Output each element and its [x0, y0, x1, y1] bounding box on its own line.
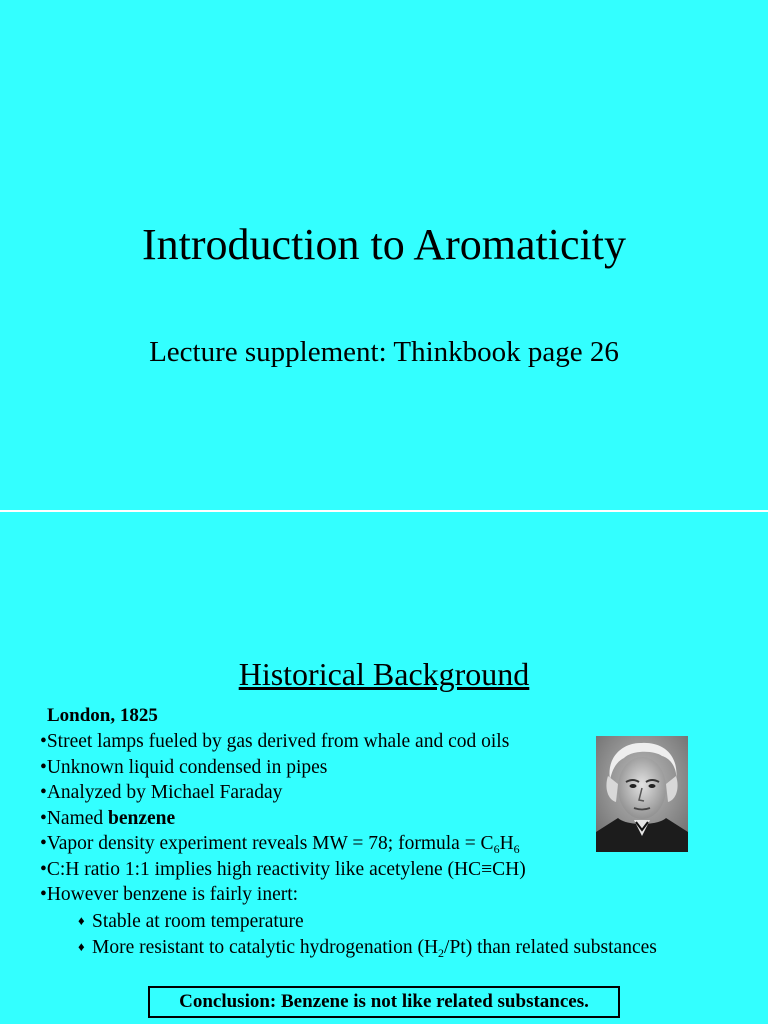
bullet-marker: • [40, 858, 47, 880]
bullet-list [40, 729, 657, 961]
list-item: •Unknown liquid condensed in pipes [40, 756, 328, 778]
section-title: Historical Background [238, 656, 530, 692]
faraday-portrait-icon [596, 736, 688, 852]
sub-list-item: ♦ Stable at room temperature [40, 908, 657, 935]
list-item: •Street lamps fueled by gas derived from whale and cod oils [40, 731, 510, 752]
list-item: •Vapor density experiment reveals MW = 78; formula = $C_6H_6$ [40, 833, 520, 856]
sub-list-item: ♦ More resistant to catalytic hydrogenation $(H_2/Pt)$ than related substances [40, 934, 657, 961]
conclusion-box: Conclusion: Benzene is not like related substances. [148, 986, 620, 1018]
bullet-marker: • [40, 782, 47, 803]
diamond-bullet-icon: ♦ [78, 939, 85, 954]
bullet-marker: • [40, 756, 47, 778]
bullet-marker: • [40, 731, 47, 752]
list-item: •Analyzed by Michael Faraday [40, 782, 283, 803]
slide-subtitle: Lecture supplement: Thinkbook page 26 [149, 336, 619, 368]
location-heading: London, 1825 [47, 705, 158, 726]
bullet-marker: • [40, 884, 47, 905]
benzene-term: benzene [108, 807, 176, 829]
bullet-marker: • [40, 807, 47, 829]
slide-title: Introduction to Aromaticity [142, 220, 626, 269]
bullet-marker: • [40, 833, 47, 854]
diamond-bullet-icon: ♦ [78, 912, 85, 928]
list-item: •C:H ratio 1:1 implies high reactivity like acetylene (HC≡CH) [40, 858, 526, 880]
list-item: •However benzene is fairly inert: [40, 884, 299, 905]
list-item: •Named benzene [40, 807, 176, 829]
